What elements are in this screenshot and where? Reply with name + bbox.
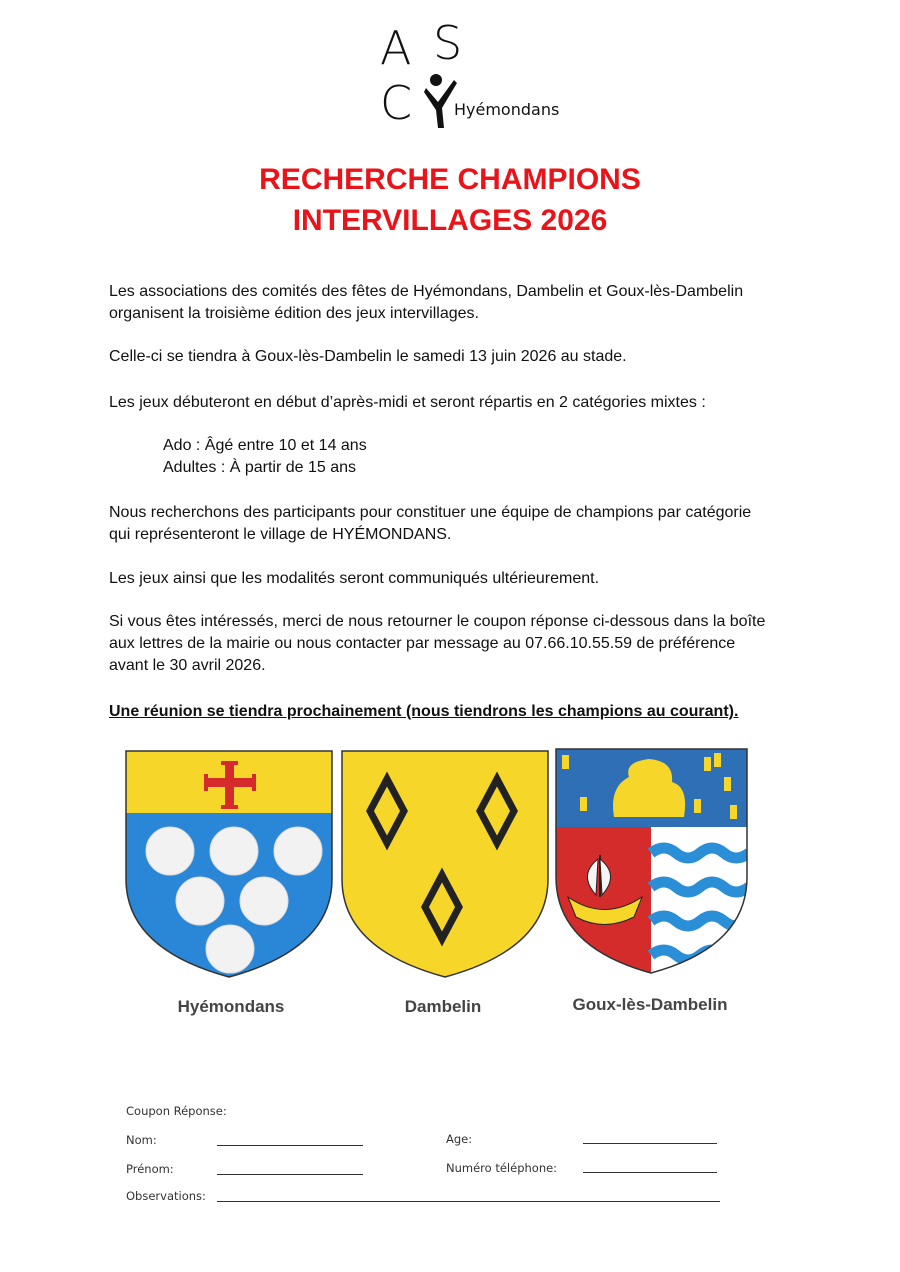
paragraph-1-line-2: organisent la troisième édition des jeux intervillages. [109, 305, 479, 322]
category-ado: Ado : Âgé entre 10 et 14 ans [163, 437, 367, 454]
hyemondans-shield-icon [124, 749, 334, 979]
phone-field[interactable] [583, 1172, 717, 1173]
paragraph-4-line-2: qui représenteront le village de HYÉMONDANS. [109, 526, 452, 543]
phone-label: Numéro téléphone: [446, 1161, 558, 1175]
page-title-line-1: RECHERCHE CHAMPIONS [259, 163, 641, 196]
nom-field[interactable] [217, 1145, 363, 1146]
logo-word: Hyémondans [454, 100, 560, 119]
nom-label: Nom: [126, 1133, 157, 1147]
asc-logo [378, 16, 560, 130]
shield-label-goux-les-dambelin: Goux-lès-Dambelin [572, 995, 728, 1014]
category-adultes: Adultes : À partir de 15 ans [163, 459, 356, 476]
observations-label: Observations: [126, 1189, 206, 1203]
logo-letter-c: C [380, 76, 413, 130]
paragraph-5: Les jeux ainsi que les modalités seront communiqués ultérieurement. [109, 570, 600, 587]
paragraph-6-line-2: aux lettres de la mairie ou nous contacter par message au 07.66.10.55.59 de préférence [109, 635, 736, 652]
page-title-line-2: INTERVILLAGES 2026 [292, 204, 608, 237]
age-label: Age: [446, 1132, 473, 1146]
paragraph-3: Les jeux débuteront en début d’après-midi et seront répartis en 2 catégories mixtes : [109, 394, 706, 411]
coupon-reponse [0, 1095, 900, 1215]
logo-letter-s: S [433, 16, 463, 70]
paragraph-6-line-1: Si vous êtes intéressés, merci de nous retourner le coupon réponse ci-dessous dans la boîte [109, 613, 766, 630]
goux-les-dambelin-shield-icon [554, 747, 749, 977]
village-shields [118, 745, 758, 1035]
paragraph-6-line-3: avant le 30 avril 2026. [109, 657, 266, 674]
dambelin-shield-icon [340, 749, 550, 979]
meeting-notice: Une réunion se tiendra prochainement (nous tiendrons les champions au courant). [109, 703, 739, 720]
coupon-heading: Coupon Réponse: [126, 1104, 227, 1118]
paragraph-2: Celle-ci se tiendra à Goux-lès-Dambelin le samedi 13 juin 2026 au stade. [109, 348, 627, 365]
age-field[interactable] [583, 1143, 717, 1144]
prenom-field[interactable] [217, 1174, 363, 1175]
shield-label-dambelin: Dambelin [404, 997, 482, 1016]
logo-letter-a: A [380, 21, 412, 75]
paragraph-4-line-1: Nous recherchons des participants pour constituer une équipe de champions par catégorie [109, 504, 752, 521]
shield-label-hyemondans: Hyémondans [177, 997, 285, 1016]
prenom-label: Prénom: [126, 1162, 174, 1176]
paragraph-1-line-1: Les associations des comités des fêtes de Hyémondans, Dambelin et Goux-lès-Dambelin [109, 283, 744, 300]
observations-field[interactable] [217, 1201, 720, 1202]
